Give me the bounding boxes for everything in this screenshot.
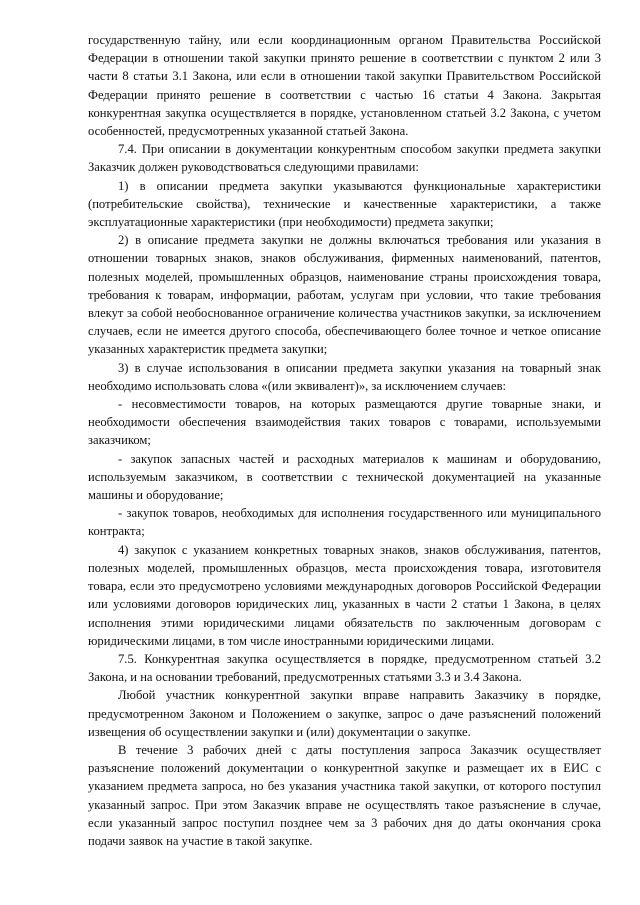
paragraph-exception-incompatibility: - несовместимости товаров, на которых размещаются другие товарные знаки, и необходимости обеспечения взаимодействия таких товаров с товарами, используемыми заказчиком; — [88, 397, 601, 448]
paragraph-7-5: 7.5. Конкурентная закупка осуществляется в порядке, предусмотренном статьей 3.2 Закона, и на основании требований, предусмотренных статьями 3.3 и 3.4 Закона. — [88, 651, 601, 685]
document-page — [88, 31, 601, 850]
paragraph-7-4: 7.4. При описании в документации конкурентным способом закупки предмета закупки Заказчик должен руководствоваться следующими правилами: — [88, 142, 601, 175]
paragraph-clarification-term: В течение 3 рабочих дней с даты поступления запроса Заказчик осуществляет разъяснение положений документации о конкурентной закупке и размещает их в ЕИС с указанием предмета запроса, но без указания участника такой закупки, от которого поступил указанный запрос. При этом Заказчик вправе не осуществлять такое разъяснение в случае, если указанный запрос поступил позднее чем за 3 рабочих дня до даты окончания срока подачи заявок на участие в такой закупке. — [88, 742, 601, 848]
paragraph-rule-3: 3) в случае использования в описании предмета закупки указания на товарный знак необходимо использовать слова «(или эквивалент)», за исключением случаев: — [88, 360, 601, 393]
paragraph-exception-contract: - закупок товаров, необходимых для исполнения государственного или муниципального контракта; — [88, 506, 601, 539]
paragraph-exception-spare-parts: - закупок запасных частей и расходных материалов к машинам и оборудованию, используемым заказчиком, в соответствии с технической документацией на указанные машины и оборудование; — [88, 451, 601, 503]
paragraph-clarification-request: Любой участник конкурентной закупки вправе направить Заказчику в порядке, предусмотренном Законом и Положением о закупке, запрос о даче разъяснений положений извещения об осуществлении закупки и (или) документации о закупке. — [88, 688, 601, 739]
paragraph-state-secret: государственную тайну, или если координационным органом Правительства Российской Федерации в отношении такой закупки принято решение в соответствии с пунктом 2 или 3 части 8 статьи 3.1 Закона, или если в отношении такой закупки Правительством Российской Федерации принято решение в соответствии с частью 16 статьи 4 Закона. Закрытая конкурентная закупка осуществляется в порядке, установленном статьей 3.2 Закона, с учетом особенностей, предусмотренных указанной статьей Закона. — [88, 33, 601, 139]
paragraph-rule-2: 2) в описание предмета закупки не должны включаться требования или указания в отношении товарных знаков, знаков обслуживания, фирменных наименований, патентов, полезных моделей, промышленных образцов, наименование страны происхождения товара, требования к товарам, информации, работам, услугам при условии, что такие требования влекут за собой необоснованное ограничение количества участников закупки, за исключением случаев, если не имеется другого способа, обеспечивающего более точное и четкое описание указанных характеристик предмета закупки; — [88, 233, 601, 357]
paragraph-rule-1: 1) в описании предмета закупки указываются функциональные характеристики (потребительские свойства), технические и качественные характеристики, а также эксплуатационные характеристики (при необходимости) предмета закупки; — [88, 178, 601, 230]
paragraph-rule-4: 4) закупок с указанием конкретных товарных знаков, знаков обслуживания, патентов, полезных моделей, промышленных образцов, места происхождения товара, изготовителя товара, если это предусмотрено условиями международных договоров Российской Федерации или условиями договоров юридических лиц, указанных в части 2 статьи 1 Закона, в целях исполнения этими юридическими лицами обязательств по заключенным договорам с юридическими лицами, в том числе иностранными юридическими лицами. — [88, 542, 601, 648]
